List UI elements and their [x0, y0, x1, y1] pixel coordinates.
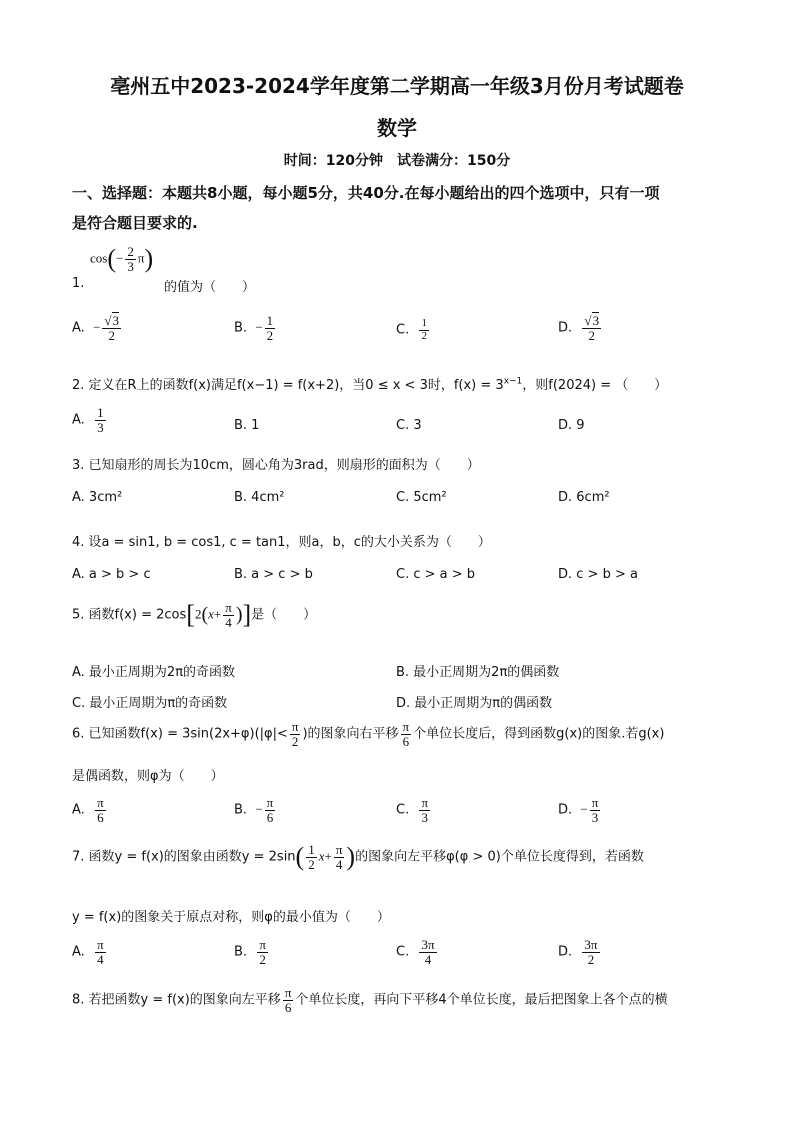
q5-option-a: A. 最小正周期为2π的奇函数	[72, 665, 236, 680]
q7-option-d: D. $\frac{3\pi}{2}$	[558, 937, 598, 967]
question-4: 4. 设a = sin1, b = cos1, c = tan1，则a，b，c的大小关系为（ ）	[72, 535, 491, 550]
question-3: 3. 已知扇形的周长为10cm，圆心角为3rad，则扇形的面积为（ ）	[72, 458, 480, 473]
q1-text: 的值为（ ）	[164, 280, 256, 295]
exam-title: 亳州五中2023-2024学年度第二学期高一年级3月份月考试题卷	[110, 74, 684, 98]
question-6: 6. 已知函数f(x) = 3sin(2x+φ)(|φ|< $\frac{\pi}{2}$ )的图象向右平移 $\frac{\pi}{6}$ 个单位长度后，得到函数g(x)的图象.若g(x)	[72, 719, 665, 749]
section-heading-line1: 一、选择题：本题共8小题，每小题5分，共40分.在每小题给出的四个选项中，只有一项	[72, 184, 660, 202]
q5-option-d: D. 最小正周期为π的偶函数	[396, 696, 553, 711]
q6-option-c: C. $\frac{\pi}{3}$	[396, 795, 429, 825]
q5-option-b: B. 最小正周期为2π的偶函数	[396, 665, 560, 680]
question-2: 2. 定义在R上的函数f(x)满足f(x−1) = f(x+2)，当0 ≤ x < 3时，$f(x) = 3^{x-1}$，则f(2024) = （ ）	[72, 376, 668, 393]
cos-symbol: cos	[90, 250, 108, 266]
exam-meta: 时间：120分钟 试卷满分：150分	[283, 153, 511, 169]
question-5: 5. 函数f(x) = 2cos[2(x+ $\frac{\pi}{4}$ )]是（ ）	[72, 599, 317, 630]
q1-expression: cos(− $\frac{2}{3}$ π)	[90, 243, 154, 274]
question-7-line2: y = f(x)的图象关于原点对称，则φ的最小值为（ ）	[72, 910, 390, 925]
q1-option-c: C. $\frac{1}{2}$	[396, 317, 427, 342]
q1-option-d: D. $\frac{√3}{2}$	[558, 313, 600, 343]
q7-option-c: C. $\frac{3\pi}{4}$	[396, 937, 435, 967]
q2-option-b: B. 1	[234, 418, 260, 433]
q2-option-c: C. 3	[396, 418, 422, 433]
q6-option-b: B. − $\frac{\pi}{6}$	[234, 795, 274, 825]
section-heading-line2: 是符合题目要求的.	[72, 214, 198, 232]
subject-title: 数学	[377, 116, 417, 140]
q4-option-b: B. a > c > b	[234, 567, 313, 582]
q3-option-b: B. 4cm²	[234, 490, 285, 505]
q7-option-a: A. $\frac{\pi}{4}$	[72, 937, 104, 967]
q6-option-d: D. − $\frac{\pi}{3}$	[558, 795, 599, 825]
q4-option-c: C. c > a > b	[396, 567, 476, 582]
q3-option-d: D. 6cm²	[558, 490, 610, 505]
question-7: 7. 函数y = f(x)的图象由函数y = 2sin( $\frac{1}{2}$ x+ $\frac{\pi}{4}$ )的图象向左平移φ(φ > 0)个单位长度得到，若函数	[72, 841, 644, 872]
q1-option-a: A. − $\frac{√3}{2}$	[72, 313, 120, 343]
q4-option-d: D. c > b > a	[558, 567, 638, 582]
q3-option-c: C. 5cm²	[396, 490, 447, 505]
q7-option-b: B. $\frac{\pi}{2}$	[234, 937, 266, 967]
q5-option-c: C. 最小正周期为π的奇函数	[72, 696, 228, 711]
q1-option-b: B. − $\frac{1}{2}$	[234, 313, 274, 343]
question-8: 8. 若把函数y = f(x)的图象向左平移 $\frac{\pi}{6}$ 个单位长度，再向下平移4个单位长度，最后把图象上各个点的横	[72, 985, 668, 1015]
q6-option-a: A. $\frac{\pi}{6}$	[72, 795, 104, 825]
question-number: 1.	[72, 276, 85, 291]
q2-option-d: D. 9	[558, 418, 585, 433]
q2-option-a: A. $\frac{1}{3}$	[72, 405, 104, 435]
question-6-line2: 是偶函数，则φ为（ ）	[72, 769, 224, 784]
q4-option-a: A. a > b > c	[72, 567, 151, 582]
q3-option-a: A. 3cm²	[72, 490, 123, 505]
